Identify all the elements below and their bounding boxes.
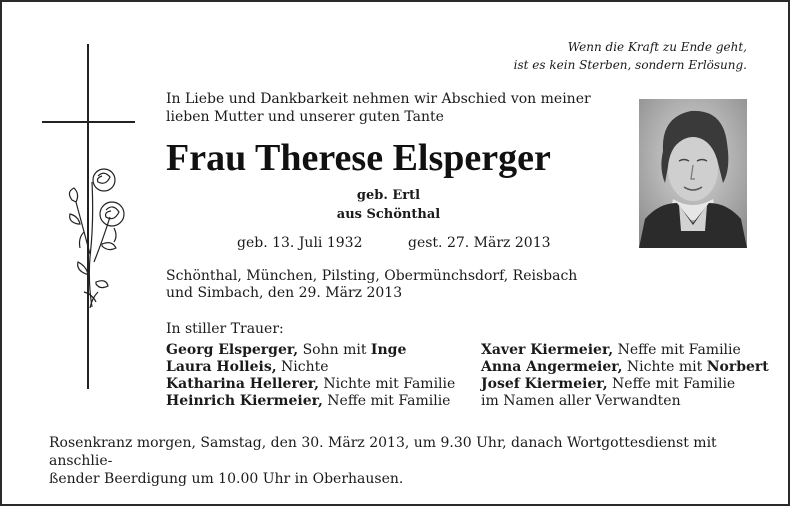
portrait-photo bbox=[639, 99, 747, 248]
deceased-name: Frau Therese Elsperger bbox=[166, 137, 551, 179]
mourner-relation: Neffe mit Familie bbox=[607, 376, 736, 392]
funeral-line-2: ßender Beerdigung um 10.00 Uhr in Oberhausen. bbox=[49, 471, 404, 487]
mourner-entry bbox=[481, 342, 769, 359]
mourner-companion: Norbert bbox=[706, 359, 769, 375]
mourners-right-column bbox=[481, 342, 769, 410]
mourner-name: Katharina Hellerer, bbox=[166, 376, 319, 392]
places-line-1: Schönthal, München, Pilsting, Obermünchsdorf, Reisbach bbox=[166, 268, 578, 284]
mourner-companion: Inge bbox=[370, 342, 407, 358]
origin-place: aus Schönthal bbox=[336, 207, 441, 222]
mourner-name: Heinrich Kiermeier, bbox=[166, 393, 323, 409]
motto-line-1: Wenn die Kraft zu Ende geht, bbox=[567, 40, 747, 54]
intro-text bbox=[166, 90, 626, 126]
mourner-entry bbox=[166, 342, 455, 359]
mourner-name: Georg Elsperger, bbox=[166, 342, 299, 358]
funeral-details bbox=[49, 434, 759, 488]
mourners-left-column bbox=[166, 342, 455, 410]
mourner-relation: Neffe mit Familie bbox=[322, 393, 451, 409]
places-line-2: und Simbach, den 29. März 2013 bbox=[166, 285, 403, 301]
mourner-entry bbox=[481, 393, 769, 410]
mourner-name: Laura Holleis, bbox=[166, 359, 277, 375]
motto-line-2: ist es kein Sterben, sondern Erlösung. bbox=[513, 58, 747, 72]
mourner-entry bbox=[166, 393, 455, 410]
mourner-entry bbox=[166, 359, 455, 376]
death-date: gest. 27. März 2013 bbox=[408, 235, 551, 251]
mourner-entry bbox=[481, 359, 769, 376]
mourner-relation: Sohn mit bbox=[298, 342, 371, 358]
mourner-relation: Nichte mit Familie bbox=[318, 376, 456, 392]
mourner-entry bbox=[481, 376, 769, 393]
places-and-date bbox=[166, 268, 626, 302]
mourner-entry bbox=[166, 376, 455, 393]
cross-horizontal-bar bbox=[42, 121, 135, 123]
maiden-name: geb. Ertl bbox=[356, 188, 421, 203]
motto-quote bbox=[442, 38, 747, 74]
funeral-line-1: Rosenkranz morgen, Samstag, den 30. März 2013, um 9.30 Uhr, danach Wortgottesdienst mit anschlie- bbox=[49, 435, 717, 469]
mourning-label: In stiller Trauer: bbox=[166, 321, 284, 337]
mourner-name: Josef Kiermeier, bbox=[481, 376, 608, 392]
intro-line-2: lieben Mutter und unserer guten Tante bbox=[166, 109, 444, 125]
roses-icon bbox=[62, 162, 132, 312]
mourner-relation: Nichte bbox=[276, 359, 329, 375]
mourner-name: Anna Angermeier, bbox=[481, 359, 623, 375]
mourner-relation: im Namen aller Verwandten bbox=[481, 393, 681, 409]
mourner-name: Xaver Kiermeier, bbox=[481, 342, 614, 358]
intro-line-1: In Liebe und Dankbarkeit nehmen wir Abschied von meiner bbox=[166, 91, 591, 107]
mourner-relation: Nichte mit bbox=[622, 359, 707, 375]
portrait-image bbox=[639, 99, 747, 248]
birth-date: geb. 13. Juli 1932 bbox=[237, 235, 363, 251]
mourner-relation: Neffe mit Familie bbox=[613, 342, 741, 358]
